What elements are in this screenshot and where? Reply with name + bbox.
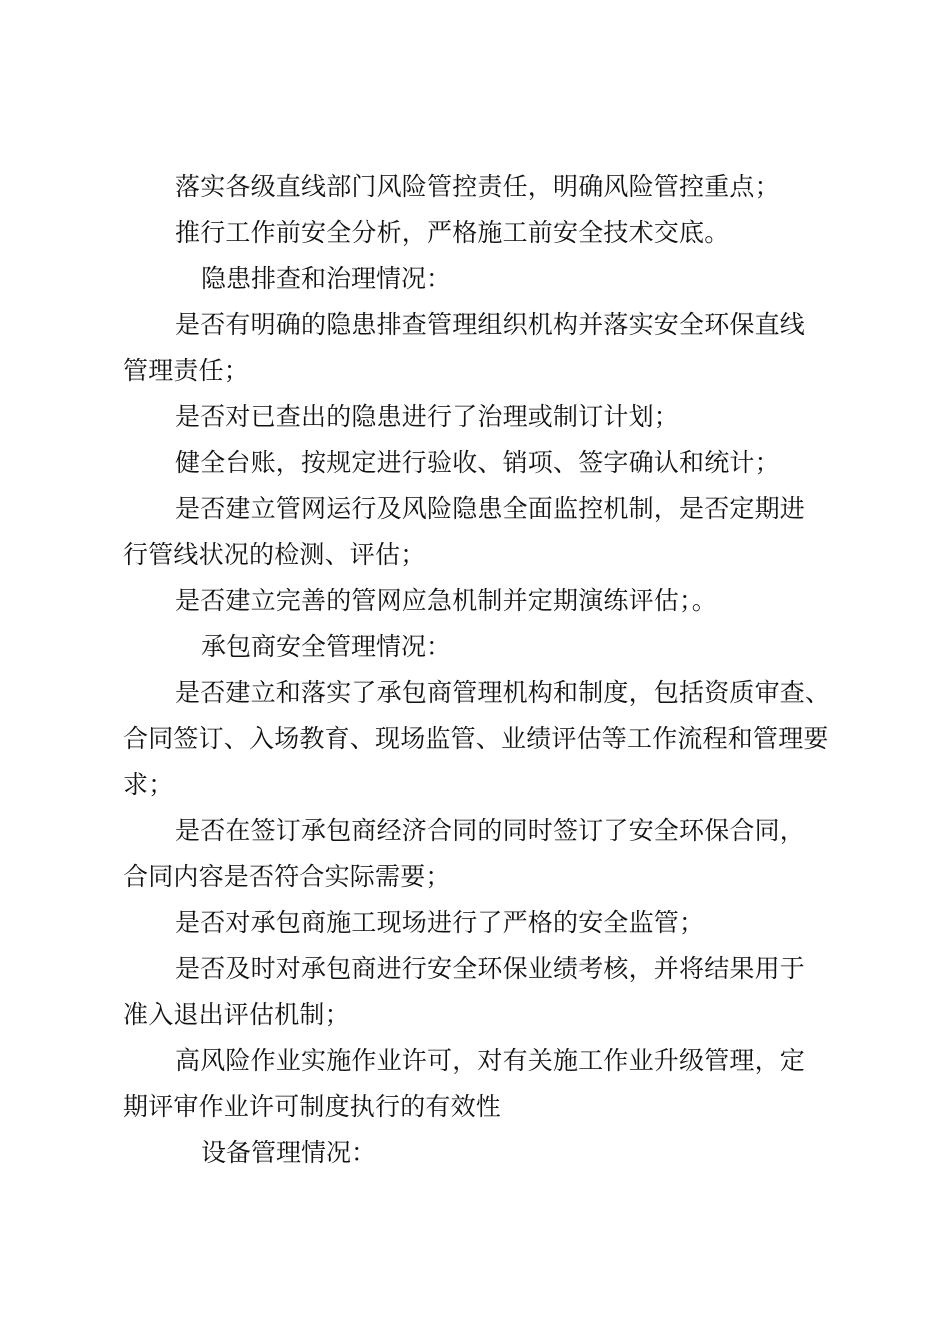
paragraph bbox=[123, 486, 843, 578]
text-line: 是否及时对承包商进行安全环保业绩考核，并将结果用于 bbox=[175, 954, 806, 983]
text-line: 高风险作业实施作业许可，对有关施工作业升级管理，定 bbox=[175, 1046, 806, 1075]
paragraph bbox=[123, 440, 843, 486]
paragraph bbox=[123, 578, 843, 624]
text-line: 是否对已查出的隐患进行了治理或制订计划； bbox=[175, 402, 680, 431]
paragraph bbox=[123, 394, 843, 440]
text-line: 是否建立和落实了承包商管理机构和制度，包括资质审查、 bbox=[175, 678, 831, 707]
paragraph bbox=[123, 210, 843, 256]
text-line: 健全台账，按规定进行验收、销项、签字确认和统计； bbox=[175, 448, 780, 477]
paragraph bbox=[123, 670, 843, 808]
text-line: 推行工作前安全分析，严格施工前安全技术交底。 bbox=[175, 218, 730, 247]
paragraph bbox=[123, 808, 843, 900]
paragraph bbox=[123, 900, 843, 946]
document-body bbox=[123, 164, 843, 1176]
paragraph bbox=[123, 302, 843, 394]
heading-text: 隐患排查和治理情况： bbox=[201, 264, 452, 293]
paragraph bbox=[123, 1038, 843, 1130]
section-heading bbox=[123, 1130, 843, 1176]
text-line: 是否在签订承包商经济合同的同时签订了安全环保合同， bbox=[175, 816, 806, 845]
text-line: 是否对承包商施工现场进行了严格的安全监管； bbox=[175, 908, 705, 937]
text-line: 求； bbox=[123, 770, 174, 799]
text-line: 是否有明确的隐患排查管理组织机构并落实安全环保直线 bbox=[175, 310, 806, 339]
text-line: 合同签订、入场教育、现场监管、业绩评估等工作流程和管理要 bbox=[123, 724, 829, 753]
text-line: 是否建立管网运行及风险隐患全面监控机制，是否定期进 bbox=[175, 494, 806, 523]
text-line: 期评审作业许可制度执行的有效性 bbox=[123, 1092, 502, 1121]
heading-text: 承包商安全管理情况： bbox=[201, 632, 452, 661]
paragraph bbox=[123, 946, 843, 1038]
text-line: 是否建立完善的管网应急机制并定期演练评估；。 bbox=[175, 586, 717, 615]
text-line: 落实各级直线部门风险管控责任，明确风险管控重点； bbox=[175, 172, 780, 201]
text-line: 合同内容是否符合实际需要； bbox=[123, 862, 451, 891]
section-heading bbox=[123, 624, 843, 670]
text-line: 行管线状况的检测、评估； bbox=[123, 540, 426, 569]
paragraph bbox=[123, 164, 843, 210]
section-heading bbox=[123, 256, 843, 302]
text-line: 准入退出评估机制； bbox=[123, 1000, 350, 1029]
text-line: 管理责任； bbox=[123, 356, 250, 385]
heading-text: 设备管理情况： bbox=[201, 1138, 377, 1167]
